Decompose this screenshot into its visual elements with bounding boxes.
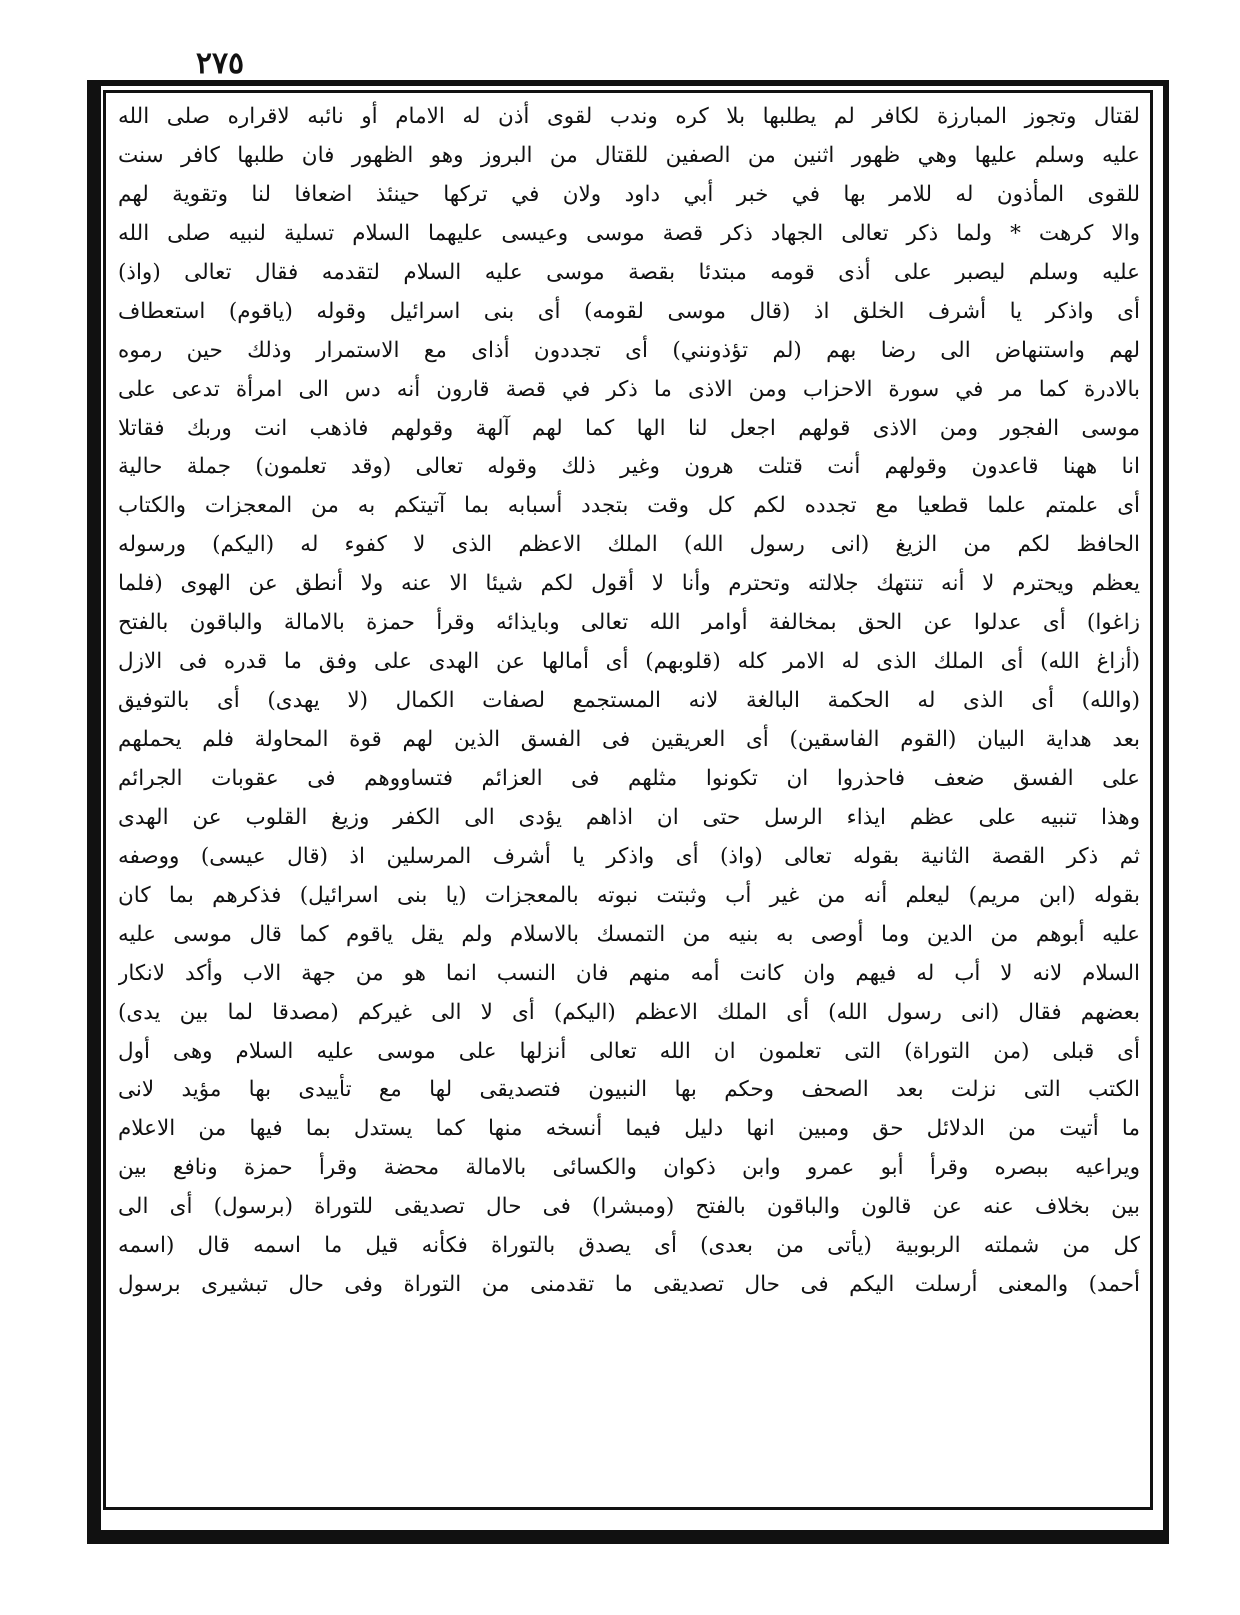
text-line: ويراعيه ببصره وقرأ أبو عمرو وابن ذكوان والكسائى بالامالة محضة وقرأ حمزة ونافع بين bbox=[118, 1155, 1140, 1181]
text-line: كل من شملته الربوبية (يأتى من بعدى) أى يصدق بالتوراة فكأنه قيل ما اسمه قال (اسمه bbox=[118, 1233, 1140, 1259]
text-line: بين بخلاف عنه عن قالون والباقون بالفتح (ومبشرا) فى حال تصديقى للتوراة (برسول) أى الى bbox=[118, 1194, 1140, 1220]
text-line: ما أتيت من الدلائل حق ومبين انها دليل فيما أنسخه منها كما يستدل بما فيها من الاعلام bbox=[118, 1116, 1140, 1142]
text-line: موسى الفجور ومن الاذى قولهم اجعل لنا الها كما لهم آلهة وقولهم فاذهب انت وربك فقاتلا bbox=[118, 415, 1140, 441]
frame-shadow-bottom bbox=[87, 1530, 1169, 1544]
text-line: يعظم ويحترم لا أنه تنتهك جلالته وتحترم وأنا لا أقول لكم شيئا الا عنه ولا أنطق عن الهوى (فلما bbox=[118, 571, 1140, 597]
text-line: زاغوا) أى عدلوا عن الحق بمخالفة أوامر الله تعالى وبايذائه وقرأ حمزة بالامالة والباقون بالفتح bbox=[118, 610, 1140, 636]
text-line: للقوى المأذون له للامر بها في خبر أبي داود ولان في تركها حينئذ اضعافا لنا وتقوية لهم bbox=[118, 181, 1140, 207]
text-line: لقتال وتجوز المبارزة لكافر لم يطلبها بلا كره وندب لقوى أذن له الامام أو نائبه لاقراره صلى الله bbox=[118, 104, 1140, 129]
text-line: بعد هداية البيان (القوم الفاسقين) أى العريقين فى الفسق الذين لهم قوة المحاولة فلم يحملهم bbox=[118, 727, 1140, 752]
text-line: على الفسق ضعف فاحذروا ان تكونوا مثلهم فى العزائم فتساووهم فى عقوبات الجرائم bbox=[118, 765, 1140, 791]
frame-shadow-left bbox=[87, 80, 101, 1544]
text-line: الكتب التى نزلت بعد الصحف وحكم بها النبيون فتصديقى لها مع تأييدى بها مؤيد لانى bbox=[118, 1077, 1140, 1103]
text-line: وهذا تنبيه على عظم ايذاء الرسل حتى ان اذاهم يؤدى الى الكفر وزيغ القلوب عن الهدى bbox=[118, 804, 1140, 830]
text-line: الحافظ لكم من الزيغ (انى رسول الله) الملك الاعظم الذى لا كفوء له (اليكم) ورسوله bbox=[118, 532, 1140, 558]
text-line: أى قبلى (من التوراة) التى تعلمون ان الله تعالى أنزلها على موسى عليه السلام وهى أول bbox=[118, 1038, 1140, 1064]
text-line: أى واذكر يا أشرف الخلق اذ (قال موسى لقومه) أى بنى اسرائيل وقوله (ياقوم) استعطاف bbox=[118, 298, 1140, 324]
text-line: والا كرهت * ولما ذكر تعالى الجهاد ذكر قصة موسى وعيسى عليهما السلام تسلية لنبيه صلى الله bbox=[118, 220, 1140, 246]
text-line: عليه وسلم عليها وهي ظهور اثنين من الصفين للقتال من البروز وهو الظهور فان طلبها كافر سنت bbox=[118, 142, 1140, 168]
text-line: انا ههنا قاعدون وقولهم أنت قتلت هرون وغير ذلك وقوله تعالى (وقد تعلمون) جملة حالية bbox=[118, 454, 1140, 480]
text-line: عليه أبوهم من الدين وما أوصى به بنيه من التمسك بالاسلام ولم يقل ياقوم كما قال موسى عليه bbox=[118, 921, 1140, 947]
text-line: بالادرة كما مر في سورة الاحزاب ومن الاذى ما ذكر في قصة قارون أنه دس الى امرأة تدعى على bbox=[118, 376, 1140, 402]
text-line: السلام لانه لا أب له فيهم وان كانت أمه منهم فان النسب انما هو من جهة الاب وأكد لانكار bbox=[118, 960, 1140, 986]
text-line: (والله) أى الذى له الحكمة البالغة لانه المستجمع لصفات الكمال (لا يهدى) أى بالتوفيق bbox=[118, 688, 1140, 714]
text-line: ثم ذكر القصة الثانية بقوله تعالى (واذ) أى واذكر يا أشرف المرسلين اذ (قال عيسى) ووصفه bbox=[118, 843, 1140, 869]
text-line: عليه وسلم ليصبر على أذى قومه مبتدئا بقصة موسى عليه السلام لتقدمه فقال تعالى (واذ) bbox=[118, 259, 1140, 285]
text-line: (أزاغ الله) أى الملك الذى له الامر كله (قلوبهم) أى أمالها عن الهدى على وفق ما قدره فى الازل bbox=[118, 649, 1140, 675]
page-number: ٢٧٥ bbox=[195, 46, 245, 81]
text-line: بقوله (ابن مريم) ليعلم أنه من غير أب وثبتت نبوته بالمعجزات (يا بنى اسرائيل) فذكرهم بما كان bbox=[118, 882, 1140, 908]
text-line: لهم واستنهاض الى رضا بهم (لم تؤذونني) أى تجددون أذاى مع الاستمرار وذلك حين رموه bbox=[118, 337, 1140, 363]
text-line: أى علمتم علما قطعيا مع تجدده لكم كل وقت بتجدد أسبابه بما آتيتكم به من المعجزات والكتاب bbox=[118, 493, 1140, 519]
text-line: بعضهم فقال (انى رسول الله) أى الملك الاعظم (اليكم) أى لا الى غيركم (مصدقا لما بين يدى) bbox=[118, 999, 1140, 1025]
text-body bbox=[118, 98, 1140, 1503]
text-line: أحمد) والمعنى أرسلت اليكم فى حال تصديقى ما تقدمنى من التوراة وفى حال تبشيرى برسول bbox=[118, 1272, 1140, 1298]
